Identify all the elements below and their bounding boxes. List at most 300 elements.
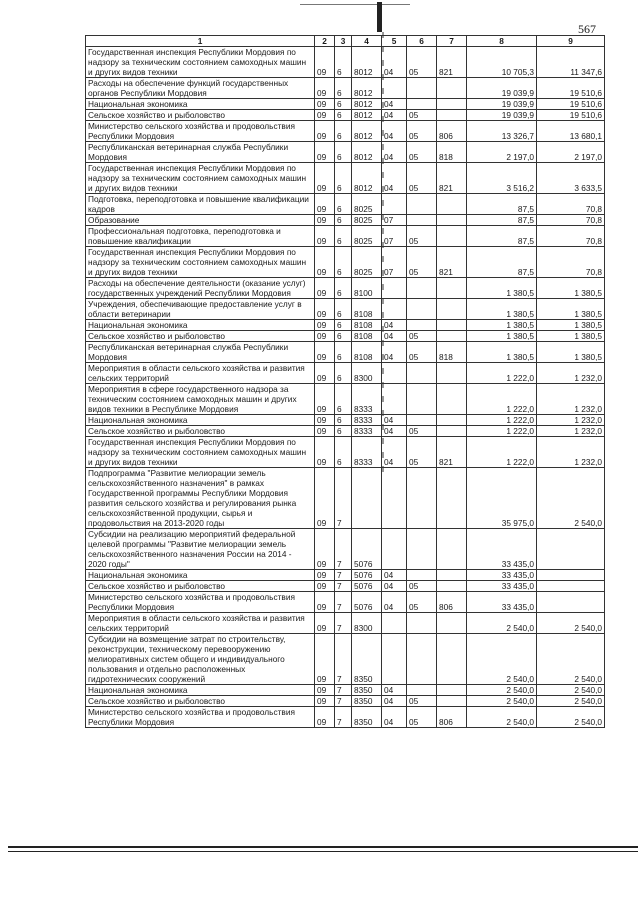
code-cell-6 — [407, 570, 437, 581]
code-cell-2: 09 — [315, 99, 335, 110]
code-cell-3: 6 — [335, 142, 352, 163]
code-cell-2: 09 — [315, 78, 335, 99]
code-cell-5: 04 — [382, 331, 407, 342]
row-name-cell: Национальная экономика — [86, 685, 315, 696]
row-name-cell: Национальная экономика — [86, 415, 315, 426]
code-cell-7: 821 — [437, 163, 467, 194]
code-cell-6 — [407, 194, 437, 215]
row-name-cell: Министерство сельского хозяйства и продовольствия Республики Мордовия — [86, 592, 315, 613]
code-cell-7 — [437, 226, 467, 247]
amount-cell-9: 2 540,0 — [537, 685, 605, 696]
code-cell-7 — [437, 384, 467, 415]
row-name-cell: Национальная экономика — [86, 570, 315, 581]
code-cell-7 — [437, 278, 467, 299]
code-cell-3: 7 — [335, 634, 352, 685]
page-number: 567 — [578, 22, 596, 36]
budget-table-body — [86, 36, 605, 728]
amount-cell-8: 33 435,0 — [467, 570, 537, 581]
row-name-cell: Республиканская ветеринарная служба Республики Мордовия — [86, 342, 315, 363]
amount-cell-9: 70,8 — [537, 194, 605, 215]
code-cell-4: 8350 — [352, 696, 382, 707]
table-row — [86, 163, 605, 194]
code-cell-5: 04 — [382, 685, 407, 696]
code-cell-5 — [382, 529, 407, 570]
code-cell-3: 7 — [335, 613, 352, 634]
amount-cell-9: 2 540,0 — [537, 696, 605, 707]
amount-cell-9: 19 510,6 — [537, 78, 605, 99]
table-row — [86, 226, 605, 247]
bottom-rule-thin — [8, 851, 638, 852]
code-cell-3: 6 — [335, 331, 352, 342]
code-cell-6: 05 — [407, 47, 437, 78]
code-cell-7 — [437, 696, 467, 707]
code-cell-6 — [407, 215, 437, 226]
amount-cell-8: 19 039,9 — [467, 78, 537, 99]
amount-cell-9: 1 380,5 — [537, 331, 605, 342]
amount-cell-9: 19 510,6 — [537, 110, 605, 121]
code-cell-4: 5076 — [352, 570, 382, 581]
amount-cell-9 — [537, 570, 605, 581]
row-name-cell: Образование — [86, 215, 315, 226]
code-cell-3: 6 — [335, 99, 352, 110]
header-cell-2: 2 — [315, 36, 335, 47]
code-cell-4: 8012 — [352, 110, 382, 121]
code-cell-7 — [437, 99, 467, 110]
table-row — [86, 384, 605, 415]
code-cell-3: 6 — [335, 215, 352, 226]
code-cell-2: 09 — [315, 247, 335, 278]
code-cell-4: 8108 — [352, 299, 382, 320]
amount-cell-9: 1 380,5 — [537, 320, 605, 331]
amount-cell-8: 33 435,0 — [467, 529, 537, 570]
code-cell-2: 09 — [315, 415, 335, 426]
code-cell-3: 6 — [335, 278, 352, 299]
code-cell-4: 8012 — [352, 47, 382, 78]
row-name-cell: Министерство сельского хозяйства и продовольствия Республики Мордовия — [86, 707, 315, 728]
code-cell-7 — [437, 613, 467, 634]
scan-artifact-mark — [377, 2, 382, 32]
amount-cell-9: 13 680,1 — [537, 121, 605, 142]
code-cell-4: 8012 — [352, 78, 382, 99]
amount-cell-9: 1 380,5 — [537, 342, 605, 363]
row-name-cell: Национальная экономика — [86, 320, 315, 331]
amount-cell-9: 2 540,0 — [537, 468, 605, 529]
amount-cell-8: 2 197,0 — [467, 142, 537, 163]
code-cell-4: 8350 — [352, 707, 382, 728]
amount-cell-9: 11 347,6 — [537, 47, 605, 78]
code-cell-4: 8012 — [352, 99, 382, 110]
code-cell-4: 8333 — [352, 437, 382, 468]
code-cell-6 — [407, 468, 437, 529]
code-cell-6: 05 — [407, 142, 437, 163]
code-cell-5 — [382, 384, 407, 415]
code-cell-3: 6 — [335, 194, 352, 215]
code-cell-5: 04 — [382, 142, 407, 163]
code-cell-6: 05 — [407, 342, 437, 363]
table-row — [86, 707, 605, 728]
code-cell-5: 04 — [382, 426, 407, 437]
amount-cell-9 — [537, 581, 605, 592]
code-cell-6 — [407, 78, 437, 99]
code-cell-6: 05 — [407, 247, 437, 278]
code-cell-5: 07 — [382, 247, 407, 278]
code-cell-3: 6 — [335, 320, 352, 331]
code-cell-2: 09 — [315, 110, 335, 121]
row-name-cell: Сельское хозяйство и рыболовство — [86, 110, 315, 121]
amount-cell-8: 1 222,0 — [467, 363, 537, 384]
amount-cell-8: 33 435,0 — [467, 581, 537, 592]
header-cell-1: 1 — [86, 36, 315, 47]
amount-cell-9: 1 232,0 — [537, 437, 605, 468]
table-row — [86, 278, 605, 299]
amount-cell-9: 1 232,0 — [537, 363, 605, 384]
code-cell-3: 7 — [335, 707, 352, 728]
table-row — [86, 121, 605, 142]
code-cell-7 — [437, 194, 467, 215]
amount-cell-8: 87,5 — [467, 247, 537, 278]
row-name-cell: Расходы на обеспечение деятельности (оказание услуг) государственных учреждений Республики Мордовия — [86, 278, 315, 299]
amount-cell-8: 13 326,7 — [467, 121, 537, 142]
table-row — [86, 99, 605, 110]
table-row — [86, 529, 605, 570]
amount-cell-9 — [537, 592, 605, 613]
code-cell-3: 6 — [335, 163, 352, 194]
code-cell-3: 6 — [335, 299, 352, 320]
header-cell-4: 4 — [352, 36, 382, 47]
row-name-cell: Подпрограмма "Развитие мелиорации земель сельскохозяйственного назначения" в рамках Государственной программы Республики Мордовия развития сельского хозяйства и регулирования рынка сельскохозяйственной продукции, сырья и продовольствия на 2013-2020 годы — [86, 468, 315, 529]
code-cell-7 — [437, 299, 467, 320]
row-name-cell: Профессиональная подготовка, переподготовка и повышение квалификации — [86, 226, 315, 247]
code-cell-4: 5076 — [352, 529, 382, 570]
code-cell-6 — [407, 634, 437, 685]
code-cell-5: 04 — [382, 415, 407, 426]
code-cell-2: 09 — [315, 320, 335, 331]
code-cell-2: 09 — [315, 570, 335, 581]
table-row — [86, 110, 605, 121]
code-cell-2: 09 — [315, 363, 335, 384]
code-cell-7: 818 — [437, 142, 467, 163]
amount-cell-8: 33 435,0 — [467, 592, 537, 613]
row-name-cell: Национальная экономика — [86, 99, 315, 110]
code-cell-5: 07 — [382, 226, 407, 247]
code-cell-2: 09 — [315, 592, 335, 613]
code-cell-2: 09 — [315, 163, 335, 194]
code-cell-5 — [382, 278, 407, 299]
code-cell-5 — [382, 78, 407, 99]
header-row — [86, 36, 605, 47]
code-cell-5: 04 — [382, 592, 407, 613]
code-cell-6: 05 — [407, 707, 437, 728]
code-cell-2: 09 — [315, 581, 335, 592]
amount-cell-8: 1 222,0 — [467, 426, 537, 437]
code-cell-4: 8012 — [352, 142, 382, 163]
table-row — [86, 47, 605, 78]
code-cell-7 — [437, 110, 467, 121]
code-cell-5: 07 — [382, 215, 407, 226]
code-cell-3: 6 — [335, 226, 352, 247]
table-row — [86, 696, 605, 707]
code-cell-5: 04 — [382, 320, 407, 331]
code-cell-6 — [407, 529, 437, 570]
code-cell-7: 821 — [437, 47, 467, 78]
code-cell-2: 09 — [315, 342, 335, 363]
code-cell-7 — [437, 529, 467, 570]
amount-cell-9: 70,8 — [537, 215, 605, 226]
code-cell-4: 8012 — [352, 121, 382, 142]
code-cell-4 — [352, 468, 382, 529]
code-cell-5: 04 — [382, 437, 407, 468]
row-name-cell: Сельское хозяйство и рыболовство — [86, 581, 315, 592]
code-cell-7 — [437, 363, 467, 384]
code-cell-6 — [407, 613, 437, 634]
code-cell-4: 5076 — [352, 592, 382, 613]
code-cell-3: 7 — [335, 570, 352, 581]
bottom-rule — [8, 846, 638, 848]
code-cell-3: 6 — [335, 384, 352, 415]
code-cell-2: 09 — [315, 121, 335, 142]
table-row — [86, 363, 605, 384]
amount-cell-8: 2 540,0 — [467, 634, 537, 685]
table-row — [86, 215, 605, 226]
code-cell-3: 6 — [335, 78, 352, 99]
amount-cell-8: 35 975,0 — [467, 468, 537, 529]
code-cell-4: 8025 — [352, 215, 382, 226]
code-cell-5 — [382, 363, 407, 384]
row-name-cell: Республиканская ветеринарная служба Республики Мордовия — [86, 142, 315, 163]
code-cell-5: 04 — [382, 696, 407, 707]
row-name-cell: Расходы на обеспечение функций государственных органов Республики Мордовия — [86, 78, 315, 99]
code-cell-7: 821 — [437, 247, 467, 278]
code-cell-3: 6 — [335, 342, 352, 363]
code-cell-3: 6 — [335, 47, 352, 78]
code-cell-3: 6 — [335, 415, 352, 426]
code-cell-4: 8300 — [352, 613, 382, 634]
code-cell-6: 05 — [407, 121, 437, 142]
amount-cell-9: 3 633,5 — [537, 163, 605, 194]
code-cell-6 — [407, 278, 437, 299]
code-cell-7 — [437, 426, 467, 437]
code-cell-4: 8350 — [352, 634, 382, 685]
code-cell-4: 8333 — [352, 415, 382, 426]
amount-cell-9 — [537, 529, 605, 570]
header-cell-6: 6 — [407, 36, 437, 47]
code-cell-3: 7 — [335, 468, 352, 529]
table-row — [86, 342, 605, 363]
code-cell-7 — [437, 415, 467, 426]
code-cell-5: 04 — [382, 163, 407, 194]
code-cell-5: 04 — [382, 99, 407, 110]
code-cell-6: 05 — [407, 581, 437, 592]
code-cell-7 — [437, 685, 467, 696]
code-cell-3: 6 — [335, 121, 352, 142]
code-cell-7: 821 — [437, 437, 467, 468]
code-cell-6: 05 — [407, 110, 437, 121]
table-row — [86, 194, 605, 215]
code-cell-5: 04 — [382, 342, 407, 363]
code-cell-5 — [382, 634, 407, 685]
code-cell-5: 04 — [382, 47, 407, 78]
row-name-cell: Государственная инспекция Республики Мордовия по надзору за техническим состоянием самоходных машин и других видов техники — [86, 163, 315, 194]
code-cell-7: 806 — [437, 121, 467, 142]
row-name-cell: Сельское хозяйство и рыболовство — [86, 426, 315, 437]
code-cell-4: 8025 — [352, 247, 382, 278]
code-cell-4: 8333 — [352, 384, 382, 415]
code-cell-2: 09 — [315, 194, 335, 215]
code-cell-2: 09 — [315, 707, 335, 728]
code-cell-2: 09 — [315, 613, 335, 634]
code-cell-6: 05 — [407, 331, 437, 342]
table-row — [86, 685, 605, 696]
code-cell-3: 7 — [335, 592, 352, 613]
amount-cell-8: 3 516,2 — [467, 163, 537, 194]
header-cell-3: 3 — [335, 36, 352, 47]
code-cell-6 — [407, 99, 437, 110]
amount-cell-9: 1 232,0 — [537, 426, 605, 437]
code-cell-6: 05 — [407, 696, 437, 707]
code-cell-5: 04 — [382, 570, 407, 581]
code-cell-2: 09 — [315, 299, 335, 320]
code-cell-4: 8350 — [352, 685, 382, 696]
code-cell-4: 8300 — [352, 363, 382, 384]
code-cell-7 — [437, 468, 467, 529]
code-cell-2: 09 — [315, 331, 335, 342]
code-cell-3: 7 — [335, 696, 352, 707]
table-row — [86, 415, 605, 426]
code-cell-2: 09 — [315, 426, 335, 437]
amount-cell-9: 1 232,0 — [537, 415, 605, 426]
row-name-cell: Государственная инспекция Республики Мордовия по надзору за техническим состоянием самоходных машин и других видов техники — [86, 47, 315, 78]
table-row — [86, 78, 605, 99]
table-row — [86, 320, 605, 331]
header-cell-8: 8 — [467, 36, 537, 47]
code-cell-4: 5076 — [352, 581, 382, 592]
code-cell-6: 05 — [407, 592, 437, 613]
code-cell-2: 09 — [315, 685, 335, 696]
code-cell-4: 8025 — [352, 226, 382, 247]
code-cell-2: 09 — [315, 529, 335, 570]
row-name-cell: Мероприятия в области сельского хозяйства и развития сельских территорий — [86, 613, 315, 634]
table-row — [86, 613, 605, 634]
code-cell-3: 6 — [335, 426, 352, 437]
table-row — [86, 570, 605, 581]
amount-cell-9: 1 232,0 — [537, 384, 605, 415]
code-cell-6 — [407, 320, 437, 331]
code-cell-7 — [437, 320, 467, 331]
code-cell-7: 818 — [437, 342, 467, 363]
amount-cell-9: 1 380,5 — [537, 278, 605, 299]
amount-cell-9: 2 540,0 — [537, 634, 605, 685]
scan-artifact-line — [300, 4, 410, 5]
amount-cell-8: 87,5 — [467, 226, 537, 247]
table-row — [86, 437, 605, 468]
row-name-cell: Сельское хозяйство и рыболовство — [86, 696, 315, 707]
code-cell-6 — [407, 685, 437, 696]
code-cell-2: 09 — [315, 278, 335, 299]
budget-table — [85, 35, 605, 728]
code-cell-3: 7 — [335, 685, 352, 696]
table-row — [86, 426, 605, 437]
code-cell-7 — [437, 215, 467, 226]
code-cell-6 — [407, 299, 437, 320]
amount-cell-8: 1 380,5 — [467, 342, 537, 363]
code-cell-5: 04 — [382, 581, 407, 592]
code-cell-6 — [407, 363, 437, 384]
row-name-cell: Подготовка, переподготовка и повышение квалификации кадров — [86, 194, 315, 215]
table-row — [86, 634, 605, 685]
code-cell-5 — [382, 468, 407, 529]
code-cell-4: 8108 — [352, 320, 382, 331]
code-cell-4: 8108 — [352, 342, 382, 363]
amount-cell-8: 1 222,0 — [467, 384, 537, 415]
code-cell-2: 09 — [315, 142, 335, 163]
code-cell-2: 09 — [315, 634, 335, 685]
amount-cell-8: 1 222,0 — [467, 437, 537, 468]
amount-cell-8: 10 705,3 — [467, 47, 537, 78]
amount-cell-8: 2 540,0 — [467, 707, 537, 728]
code-cell-6: 05 — [407, 426, 437, 437]
code-cell-3: 7 — [335, 581, 352, 592]
code-cell-6 — [407, 415, 437, 426]
table-row — [86, 592, 605, 613]
code-cell-7 — [437, 581, 467, 592]
amount-cell-8: 2 540,0 — [467, 696, 537, 707]
amount-cell-9: 2 540,0 — [537, 613, 605, 634]
code-cell-7: 806 — [437, 592, 467, 613]
code-cell-2: 09 — [315, 437, 335, 468]
code-cell-3: 7 — [335, 529, 352, 570]
code-cell-7: 806 — [437, 707, 467, 728]
code-cell-5 — [382, 613, 407, 634]
row-name-cell: Учреждения, обеспечивающие предоставление услуг в области ветеринарии — [86, 299, 315, 320]
code-cell-4: 8012 — [352, 163, 382, 194]
code-cell-3: 6 — [335, 437, 352, 468]
row-name-cell: Государственная инспекция Республики Мордовия по надзору за техническим состоянием самоходных машин и других видов техники — [86, 247, 315, 278]
code-cell-6: 05 — [407, 437, 437, 468]
header-cell-7: 7 — [437, 36, 467, 47]
row-name-cell: Субсидии на реализацию мероприятий федеральной целевой программы "Развитие мелиорации земель сельскохозяйственного назначения России на 2014 - 2020 годы" — [86, 529, 315, 570]
table-row — [86, 581, 605, 592]
amount-cell-8: 1 222,0 — [467, 415, 537, 426]
row-name-cell: Субсидии на возмещение затрат по строительству, реконструкции, техническому перевооружению мелиоративных систем общего и индивидуального пользования и отдельно расположенных гидротехнических сооружений — [86, 634, 315, 685]
code-cell-2: 09 — [315, 468, 335, 529]
amount-cell-8: 1 380,5 — [467, 278, 537, 299]
code-cell-2: 09 — [315, 384, 335, 415]
table-row — [86, 468, 605, 529]
row-name-cell: Государственная инспекция Республики Мордовия по надзору за техническим состоянием самоходных машин и других видов техники — [86, 437, 315, 468]
code-cell-5: 04 — [382, 707, 407, 728]
amount-cell-9: 1 380,5 — [537, 299, 605, 320]
amount-cell-9: 70,8 — [537, 247, 605, 278]
code-cell-7 — [437, 331, 467, 342]
code-cell-2: 09 — [315, 47, 335, 78]
amount-cell-8: 2 540,0 — [467, 613, 537, 634]
row-name-cell: Мероприятия в сфере государственного надзора за техническим состоянием самоходных машин и других видов техники в Республике Мордовия — [86, 384, 315, 415]
amount-cell-9: 19 510,6 — [537, 99, 605, 110]
code-cell-4: 8333 — [352, 426, 382, 437]
header-cell-5: 5 — [382, 36, 407, 47]
amount-cell-8: 19 039,9 — [467, 99, 537, 110]
header-cell-9: 9 — [537, 36, 605, 47]
code-cell-2: 09 — [315, 226, 335, 247]
table-row — [86, 331, 605, 342]
amount-cell-8: 1 380,5 — [467, 320, 537, 331]
table-row — [86, 247, 605, 278]
code-cell-4: 8100 — [352, 278, 382, 299]
code-cell-5 — [382, 299, 407, 320]
code-cell-6: 05 — [407, 226, 437, 247]
amount-cell-8: 87,5 — [467, 194, 537, 215]
code-cell-2: 09 — [315, 696, 335, 707]
